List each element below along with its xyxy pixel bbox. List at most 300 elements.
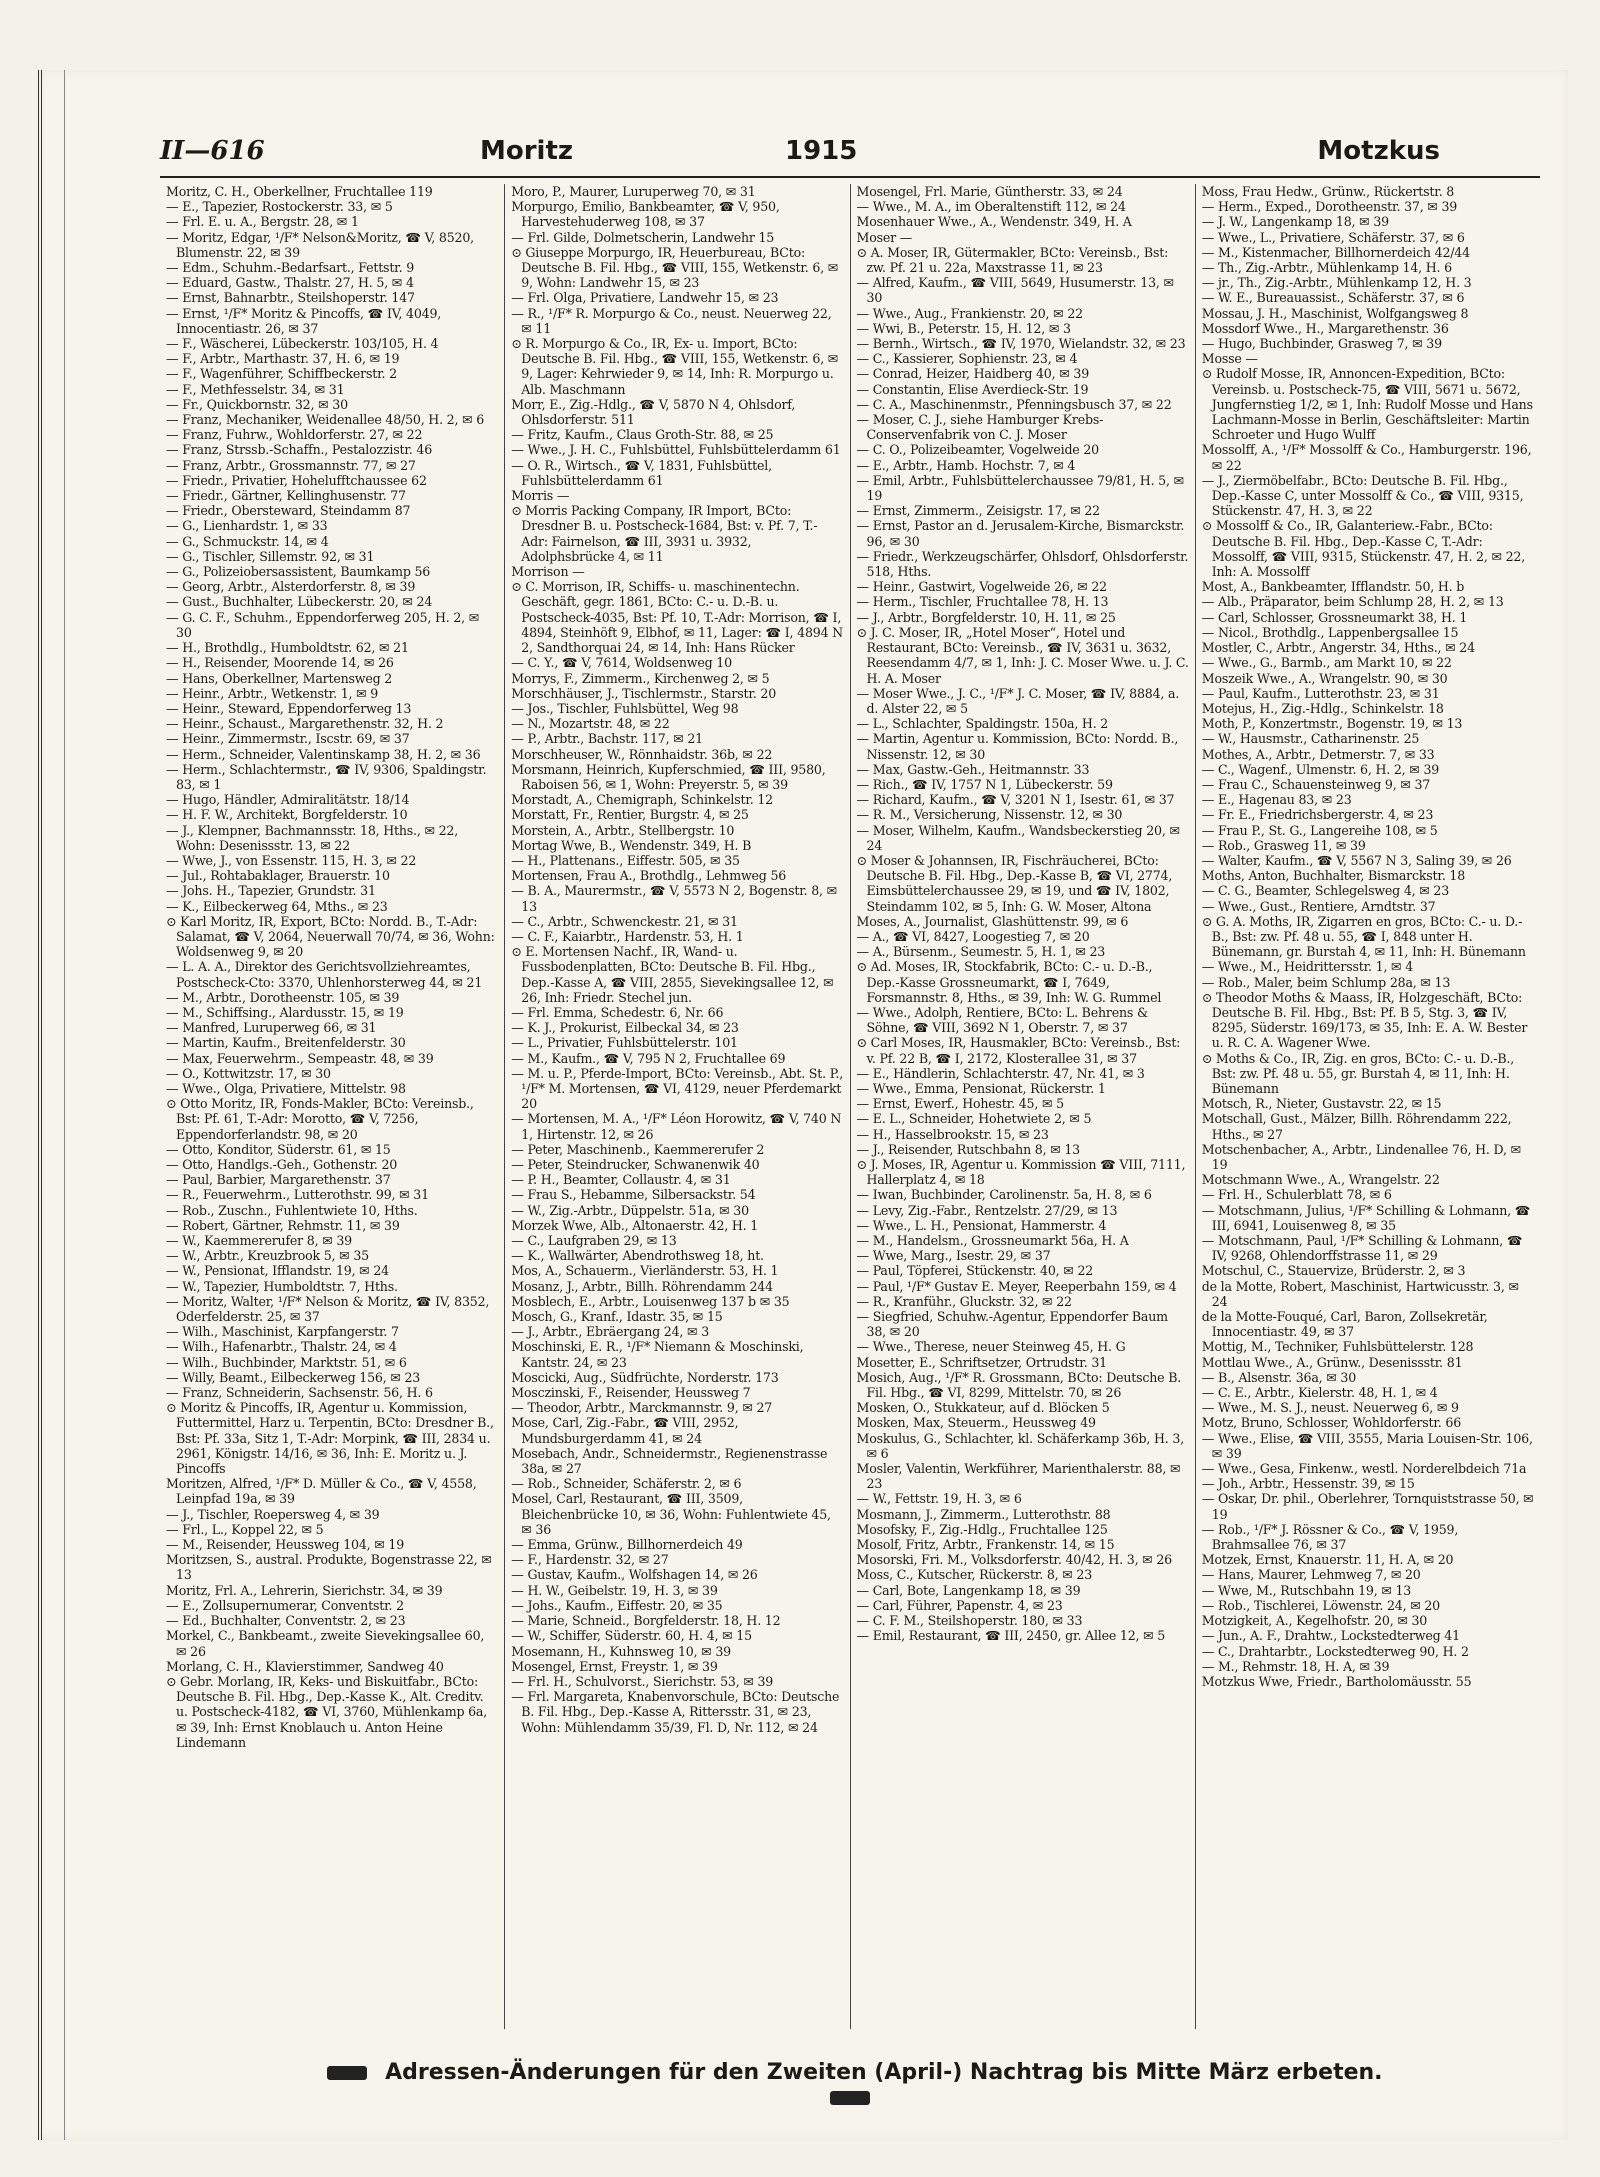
directory-entry: — C. G., Beamter, Schlegelsweg 4, ✉ 23 [1201,883,1450,899]
directory-entry: — M. u. P., Pferde-Import, BCto: Vereinsb., Abt. St. P., ¹/F* M. Mortensen, ☎ VI, 4129, neuer Pferdemarkt 20 [511,1065,844,1112]
directory-entry: Motschall, Gust., Mälzer, Billh. Röhrendamm 222, Hths., ✉ 27 [1201,1111,1512,1142]
directory-entry: de la Motte-Fouqué, Carl, Baron, Zollsekretär, Innocentiastr. 49, ✉ 37 [1201,1309,1488,1340]
directory-entry: — Fr. E., Friedrichsbergerstr. 4, ✉ 23 [1201,807,1434,823]
directory-entry: Moses, A., Journalist, Glashüttenstr. 99, ✉ 6 [856,913,1129,929]
directory-entry: — Heinr., Zimmermstr., Iscstr. 69, ✉ 37 [166,731,410,747]
directory-entry: — Ernst, Zimmerm., Zeisigstr. 17, ✉ 22 [856,503,1100,519]
directory-entry: — J. W., Langenkamp 18, ✉ 39 [1201,214,1389,230]
directory-entry: — Mortensen, M. A., ¹/F* Léon Horowitz, ☎ V, 740 N 1, Hirtenstr. 12, ✉ 26 [511,1111,842,1142]
directory-entry: — K., Wallwärter, Abendrothsweg 18, ht. [511,1248,764,1264]
directory-entry: — C. E., Arbtr., Kielerstr. 48, H. 1, ✉ 4 [1201,1385,1438,1401]
column-1 [160,184,505,2029]
directory-entry: Mosengel, Frl. Marie, Güntherstr. 33, ✉ 24 [856,184,1123,199]
directory-entry: — Wilh., Maschinist, Karpfangerstr. 7 [166,1324,399,1340]
directory-entry: ⊙ Moser & Johannsen, IR, Fischräucherei, BCto: Deutsche B. Fil. Hbg., Dep.-Kasse B, ☎ VI, 2774, Eimsbüttelerchaussee 29, ✉ 19, und ☎ IV, 1802, Steindamm 102, ✉ 5, Inh: G. W. Moser, Altona [856,852,1173,914]
directory-entry: — Georg, Arbtr., Alsterdorferstr. 8, ✉ 39 [166,579,416,595]
directory-entry: Mosengel, Ernst, Freystr. 1, ✉ 39 [511,1658,718,1674]
directory-entry: — W., Hausmstr., Catharinenstr. 25 [1201,731,1420,747]
directory-entry: Mossolff, A., ¹/F* Mossolff & Co., Hamburgerstr. 196, ✉ 22 [1201,442,1532,473]
directory-entry: — W., Schiffer, Süderstr. 60, H. 4, ✉ 15 [511,1628,752,1644]
directory-entry: Mosorski, Fri. M., Volksdorferstr. 40/42, H. 3, ✉ 26 [856,1552,1172,1568]
directory-entry: — Hans, Oberkellner, Martensweg 2 [166,670,393,686]
directory-entry: — G. C. F., Schuhm., Eppendorferweg 205, H. 2, ✉ 30 [166,609,480,640]
directory-entry: ⊙ Morris Packing Company, IR Import, BCto: Dresdner B. u. Postscheck-1684, Bst: v. Pf. 7, T.-Adr: Fairnelson, ☎ III, 3931 u. 3932, Adolphsbrücke 4, ✉ 11 [511,503,818,564]
directory-entry: de la Motte, Robert, Maschinist, Hartwicusstr. 3, ✉ 24 [1201,1278,1519,1309]
directory-entry: Morstein, A., Arbtr., Stellbergstr. 10 [511,822,735,838]
directory-entry: — Th., Zig.-Arbtr., Mühlenkamp 14, H. 6 [1201,260,1452,276]
directory-entry: — W., Tapezier, Humboldtstr. 7, Hths. [166,1278,398,1294]
directory-entry: — Jul., Rohtabaklager, Brauerstr. 10 [166,868,390,884]
directory-entry: — R., Feuerwehrm., Lutterothstr. 99, ✉ 31 [166,1187,429,1203]
directory-entry: — M., Kistenmacher, Billhornerdeich 42/44 [1201,244,1470,260]
directory-entry: — Manfred, Luruperweg 66, ✉ 31 [166,1020,377,1036]
directory-entry: — Wwe., G., Barmb., am Markt 10, ✉ 22 [1201,655,1452,671]
directory-entry: — Edm., Schuhm.-Bedarfsart., Fettstr. 9 [166,260,415,276]
directory-entry: — Peter, Steindrucker, Schwanenwik 40 [511,1157,760,1172]
directory-entry: Moritz, C. H., Oberkellner, Fruchtallee 119 [166,184,433,199]
directory-entry: — C., Kassierer, Sophienstr. 23, ✉ 4 [856,351,1078,367]
directory-entry: — Johs., Kaufm., Eiffestr. 20, ✉ 35 [511,1597,723,1613]
directory-entry: — Frau S., Hebamme, Silbersackstr. 54 [511,1187,756,1203]
directory-entry: — Moser, C. J., siehe Hamburger Krebs-Conservenfabrik von C. J. Moser [856,412,1104,443]
directory-entry: — Herm., Tischler, Fruchtallee 78, H. 13 [856,594,1109,610]
directory-entry: — Gustav, Kaufm., Wolfshagen 14, ✉ 26 [511,1567,758,1583]
directory-entry: — Franz, Fuhrw., Wohldorferstr. 27, ✉ 22 [166,427,423,443]
directory-entry: — J., Klempner, Bachmannsstr. 18, Hths., ✉ 22, Wohn: Desenissstr. 13, ✉ 22 [166,822,459,853]
directory-entry: Moths, Anton, Buchhalter, Bismarckstr. 18 [1201,868,1466,884]
directory-entry: — Frau C., Schauensteinweg 9, ✉ 37 [1201,776,1431,792]
directory-entry: — Joh., Arbtr., Hessenstr. 39, ✉ 15 [1201,1476,1415,1492]
directory-entry: — Carl, Bote, Langenkamp 18, ✉ 39 [856,1582,1081,1598]
directory-entry: — Alb., Präparator, beim Schlump 28, H. 2, ✉ 13 [1201,594,1504,610]
directory-entry: — Wwe., L. H., Pensionat, Hammerstr. 4 [856,1217,1107,1233]
directory-entry: Morschheuser, W., Rönnhaidstr. 36b, ✉ 22 [511,746,773,762]
directory-entry: — Ernst, Bahnarbtr., Steilshoperstr. 147 [166,290,415,306]
directory-entry: — Herm., Exped., Dorotheenstr. 37, ✉ 39 [1201,199,1458,215]
directory-entry: Moritzen, Alfred, ¹/F* D. Müller & Co., ☎ V, 4558, Leinpfad 19a, ✉ 39 [166,1476,477,1507]
directory-entry: — M., Schiffsing., Alardusstr. 15, ✉ 19 [166,1004,404,1020]
directory-entry: Motz, Bruno, Schlosser, Wohldorferstr. 66 [1201,1415,1462,1431]
directory-entry: ⊙ Theodor Moths & Maass, IR, Holzgeschäft, BCto: Deutsche B. Fil. Hbg., Bst: Pf. B 5, Stg. 3, ☎ IV, 8295, Süderstr. 169/173, ✉ 35, Inh: E. A. W. Bester u. R. C. A. Wagener Wwe. [1201,989,1528,1051]
directory-entry: Motsch, R., Nieter, Gustavstr. 22, ✉ 15 [1201,1096,1442,1112]
directory-entry: Mosblech, E., Arbtr., Louisenweg 137 b ✉ 35 [511,1293,790,1309]
directory-entry: Mosich, Aug., ¹/F* R. Grossmann, BCto: Deutsche B. Fil. Hbg., ☎ VI, 8299, Mittelstr. 70, ✉ 26 [856,1369,1182,1401]
directory-entry: Mose, Carl, Zig.-Fabr., ☎ VIII, 2952, Mundsburgerdamm 41, ✉ 24 [511,1415,739,1446]
directory-entry: — Eduard, Gastw., Thalstr. 27, H. 5, ✉ 4 [166,275,414,291]
directory-entry: ⊙ J. Moses, IR, Agentur u. Kommission ☎ VIII, 7111, Hallerplatz 4, ✉ 18 [856,1157,1186,1188]
directory-entry: — W., Kaemmererufer 8, ✉ 39 [166,1233,352,1249]
directory-entry: — Moser, Wilhelm, Kaufm., Wandsbeckerstieg 20, ✉ 24 [856,822,1180,853]
directory-entry: — H., Hasselbrookstr. 15, ✉ 23 [856,1126,1049,1142]
directory-entry: Morstadt, A., Chemigraph, Schinkelstr. 12 [511,792,773,808]
directory-entry: Mosken, Max, Steuerm., Heussweg 49 [856,1415,1096,1431]
directory-entry: Mosemann, H., Kuhnsweg 10, ✉ 39 [511,1643,731,1659]
directory-entry: Morzek Wwe, Alb., Altonaerstr. 42, H. 1 [511,1217,759,1233]
directory-entry: — Wwe., Gesa, Finkenw., westl. Norderelbdeich 71a [1201,1461,1527,1477]
directory-entry: — Alfred, Kaufm., ☎ VIII, 5649, Husumerstr. 13, ✉ 30 [856,275,1174,306]
directory-entry: — Emma, Grünw., Billhornerdeich 49 [511,1537,743,1553]
directory-entry: — Max, Gastw.-Geh., Heitmannstr. 33 [856,761,1090,777]
directory-entry: — Rob., Grasweg 11, ✉ 39 [1201,837,1366,853]
directory-entry: ⊙ A. Moser, IR, Gütermakler, BCto: Vereinsb., Bst: zw. Pf. 21 u. 22a, Maxstrasse 11, ✉ 23 [856,244,1169,276]
directory-entry: — F., Methfesselstr. 34, ✉ 31 [166,381,345,397]
directory-entry: — Jun., A. F., Drahtw., Lockstedterweg 41 [1201,1628,1460,1644]
directory-entry: — J., Arbtr., Ebräergang 24, ✉ 3 [511,1324,710,1340]
page-number: II—616 [160,136,265,166]
directory-entry: Mortensen, Frau A., Brothdlg., Lehmweg 56 [511,868,787,884]
directory-entry: — Iwan, Buchbinder, Carolinenstr. 5a, H. 8, ✉ 6 [856,1187,1152,1203]
directory-entry: — Peter, Maschinenb., Kaemmererufer 2 [511,1141,765,1157]
directory-entry: — E., Tapezier, Rostockerstr. 33, ✉ 5 [166,199,393,215]
directory-entry: — F., Hardenstr. 32, ✉ 27 [511,1552,669,1568]
directory-entry: — Rob., Schneider, Schäferstr. 2, ✉ 6 [511,1476,742,1492]
column-4 [1196,184,1540,2029]
directory-entry: — R., ¹/F* R. Morpurgo & Co., neust. Neuerweg 22, ✉ 11 [511,305,832,336]
directory-entry: Moss, C., Kutscher, Rückerstr. 8, ✉ 23 [856,1567,1093,1583]
directory-entry: — Wwe., M., Heidrittersstr. 1, ✉ 4 [1201,959,1414,975]
directory-entry: Mossdorf Wwe., H., Margarethenstr. 36 [1201,320,1449,336]
directory-entry: — Frl. H., Schulerblatt 78, ✉ 6 [1201,1187,1392,1203]
directory-entry: — Wwe., Emma, Pensionat, Rückerstr. 1 [856,1080,1106,1096]
directory-entry: — W., Fettstr. 19, H. 3, ✉ 6 [856,1491,1022,1507]
column-2 [505,184,850,2029]
directory-entry: Moritzsen, S., austral. Produkte, Bogenstrasse 22, ✉ 13 [166,1552,492,1583]
directory-entry: — Motschmann, Paul, ¹/F* Schilling & Lohmann, ☎ IV, 9268, Ohlendorffstrasse 11, ✉ 29 [1201,1233,1523,1264]
directory-entry: — Herm., Schneider, Valentinskamp 38, H. 2, ✉ 36 [166,746,481,762]
directory-entry: — Jos., Tischler, Fuhlsbüttel, Weg 98 [511,700,739,716]
directory-entry: — Hugo, Händler, Admiralitätstr. 18/14 [166,792,410,808]
directory-entry: — Siegfried, Schuhw.-Agentur, Eppendorfer Baum 38, ✉ 20 [856,1309,1168,1340]
directory-entry: — Wilh., Hafenarbtr., Thalstr. 24, ✉ 4 [166,1339,397,1355]
directory-entry: — E., Arbtr., Hamb. Hochstr. 7, ✉ 4 [856,457,1076,473]
directory-entry: — Levy, Zig.-Fabr., Rentzelstr. 27/29, ✉ 13 [856,1202,1118,1218]
directory-entry: — C., Arbtr., Schwenckestr. 21, ✉ 31 [511,913,738,929]
directory-entry: — Wwe., Gust., Rentiere, Arndtstr. 37 [1201,898,1436,914]
directory-entry: — F., Arbtr., Marthastr. 37, H. 6, ✉ 19 [166,351,400,367]
directory-entry: — Johs. H., Tapezier, Grundstr. 31 [166,883,376,899]
directory-entry: — Wwe, J., von Essenstr. 115, H. 3, ✉ 22 [166,852,417,868]
directory-entry: — Frl. H., Schulvorst., Sierichstr. 53, ✉ 39 [511,1673,774,1689]
directory-entry: — Martin, Kaufm., Breitenfelderstr. 30 [166,1035,406,1051]
directory-entry: Motzkus Wwe, Friedr., Bartholomäusstr. 55 [1201,1673,1472,1689]
directory-entry: Motzek, Ernst, Knauerstr. 11, H. A, ✉ 20 [1201,1552,1454,1568]
guide-word-last: Motzkus [1317,136,1440,166]
directory-entry: — F., Wagenführer, Schiffbeckerstr. 2 [166,366,397,382]
pointing-hand-icon [830,2091,870,2105]
directory-entry: — Conrad, Heizer, Haidberg 40, ✉ 39 [856,366,1090,382]
directory-entry: — L. A. A., Direktor des Gerichtsvollziehreamtes, Postscheck-Cto: 3370, Uhlenhorsterweg 44, ✉ 21 [166,959,483,990]
directory-entry: ⊙ G. A. Moths, IR, Zigarren en gros, BCto: C.- u. D.-B., Bst: zw. Pf. 48 u. 55, ☎ I, 848 unter H. Bünemann, gr. Burstah 4, ✉ 11, Inh: H. Bünemann [1201,913,1526,960]
directory-entry: — Constantin, Elise Averdieck-Str. 19 [856,381,1089,397]
directory-entry: — H., Reisender, Moorende 14, ✉ 26 [166,655,394,671]
directory-entry: — Walter, Kaufm., ☎ V, 5567 N 3, Saling 39, ✉ 26 [1201,852,1512,868]
directory-entry: Morrison — [511,564,585,580]
directory-entry: Moskulus, G., Schlachter, kl. Schäferkamp 36b, H. 3, ✉ 6 [856,1430,1185,1461]
directory-entry: Moser — [856,229,913,245]
directory-entry: — Robert, Gärtner, Rehmstr. 11, ✉ 39 [166,1217,400,1233]
directory-entry: — Friedr., Werkzeugschärfer, Ohlsdorf, Ohlsdorferstr. 518, Hths. [856,548,1189,580]
directory-entry: Motschenbacher, A., Arbtr., Lindenallee 76, H. D, ✉ 19 [1201,1141,1521,1172]
directory-entry: ⊙ Ad. Moses, IR, Stockfabrik, BCto: C.- u. D.-B., Dep.-Kasse Grossneumarkt, ☎ I, 7649, Forsmannstr. 8, Hths., ✉ 39, Inh: W. G. Rummel [856,959,1162,1005]
directory-entry: — G., Polizeiobersassistent, Baumkamp 56 [166,564,431,580]
directory-entry: Mothes, A., Arbtr., Detmerstr. 7, ✉ 33 [1201,746,1435,762]
directory-entry: — Wwe., Olga, Privatiere, Mittelstr. 98 [166,1080,406,1096]
directory-entry: — Oskar, Dr. phil., Oberlehrer, Tornquiststrasse 50, ✉ 19 [1201,1491,1534,1522]
footer-text: Adressen-Änderungen für den Zweiten (April-) Nachtrag bis Mitte März erbeten. [385,2060,1383,2085]
directory-entry: — Heinr., Gastwirt, Vogelweide 26, ✉ 22 [856,579,1107,595]
directory-entry: — C. O., Polizeibeamter, Vogelweide 20 [856,442,1099,458]
directory-entry: — Ed., Buchhalter, Conventstr. 2, ✉ 23 [166,1613,406,1629]
directory-entry: — Otto, Handlgs.-Geh., Gothenstr. 20 [166,1157,398,1172]
directory-entry: — Wwe., M. A., im Oberaltenstift 112, ✉ 24 [856,199,1126,215]
directory-entry: — Wwe., Aug., Frankienstr. 20, ✉ 22 [856,305,1083,321]
directory-entry: Mostler, C., Arbtr., Angerstr. 34, Hths., ✉ 24 [1201,640,1475,656]
directory-entry: — J., Ziermöbelfabr., BCto: Deutsche B. Fil. Hbg., Dep.-Kasse C, unter Mossolff & Co., ☎ VIII, 9315, Stückenstr. 47, H. 3, ✉ 22 [1201,472,1524,519]
directory-entry: — J., Reisender, Rutschbahn 8, ✉ 13 [856,1141,1080,1157]
directory-entry: — Richard, Kaufm., ☎ V, 3201 N 1, Isestr. 61, ✉ 37 [856,792,1175,808]
directory-entry: — M., Rehmstr. 18, H. A, ✉ 39 [1201,1658,1390,1674]
year: 1915 [785,136,858,166]
directory-entry: Motzigkeit, A., Kegelhofstr. 20, ✉ 30 [1201,1613,1428,1629]
directory-entry: — Wwe, Marg., Isestr. 29, ✉ 37 [856,1248,1051,1264]
directory-entry: — Hans, Maurer, Lehmweg 7, ✉ 20 [1201,1567,1421,1583]
directory-entry: — Ernst, Ewerf., Hohestr. 45, ✉ 5 [856,1096,1064,1112]
directory-entry: — Wwe, M., Rutschbahn 19, ✉ 13 [1201,1582,1412,1598]
directory-entry: Mottlau Wwe., A., Grünw., Desenissstr. 81 [1201,1354,1463,1370]
directory-entry: — Franz, Strssb.-Schaffn., Pestalozzistr. 46 [166,442,433,458]
directory-entry: — Max, Feuerwehrm., Sempeastr. 48, ✉ 39 [166,1050,434,1066]
directory-entry: Mosebach, Andr., Schneidermstr., Regienenstrasse 38a, ✉ 27 [511,1445,828,1477]
directory-entry: Morrys, F., Zimmerm., Kirchenweg 2, ✉ 5 [511,670,770,686]
directory-entry: — Heinr., Arbtr., Wetkenstr. 1, ✉ 9 [166,685,379,701]
directory-entry: Motschul, C., Stauervize, Brüderstr. 2, ✉ 3 [1201,1263,1466,1279]
directory-entry: Morpurgo, Emilio, Bankbeamter, ☎ V, 950, Harvestehuderweg 108, ✉ 37 [511,199,780,230]
directory-entry: — Moritz, Walter, ¹/F* Nelson & Moritz, ☎ IV, 8352, Oderfelderstr. 25, ✉ 37 [166,1293,490,1325]
directory-entry: — Frl. Emma, Schedestr. 6, Nr. 66 [511,1004,724,1020]
directory-entry: — W., Zig.-Arbtr., Düppelstr. 51a, ✉ 30 [511,1202,749,1218]
directory-entry: ⊙ R. Morpurgo & Co., IR, Ex- u. Import, BCto: Deutsche B. Fil. Hbg., ☎ VIII, 155, Wetkenstr. 6, ✉ 9, Lager: Kehrwieder 9, ✉ 14, Inh: R. Morpurgo u. Alb. Maschmann [511,336,839,397]
directory-entry: — Moser Wwe., J. C., ¹/F* J. C. Moser, ☎ IV, 8884, a. d. Alster 22, ✉ 5 [856,685,1180,716]
directory-entry: — H., Plattenans., Eiffestr. 505, ✉ 35 [511,852,740,868]
directory-entry: — Rich., ☎ IV, 1757 N 1, Lübeckerstr. 59 [856,776,1113,792]
directory-entry: Moro, P., Maurer, Luruperweg 70, ✉ 31 [511,184,756,199]
directory-entry: — Martin, Agentur u. Kommission, BCto: Nordd. B., Nissenstr. 12, ✉ 30 [856,731,1179,762]
directory-entry: Mosmann, J., Zimmerm., Lutterothstr. 88 [856,1506,1111,1522]
directory-entry: — E. L., Schneider, Hohetwiete 2, ✉ 5 [856,1111,1092,1127]
directory-entry: — Heinr., Steward, Eppendorferweg 13 [166,700,412,716]
directory-entry: Morschhäuser, J., Tischlermstr., Starstr. 20 [511,685,777,701]
directory-entry: — Emil, Restaurant, ☎ III, 2450, gr. Allee 12, ✉ 5 [856,1628,1166,1644]
directory-entry: ⊙ Moritz & Pincoffs, IR, Agentur u. Kommission, Futtermittel, Harz u. Terpentin, BCto: Dresdner B., Bst: Pf. 33a, Sitz 1, T.-Adr: Morpink, ☎ III, 2834 u. 2961, Königstr. 14/16, ✉ 36, Inh: E. Moritz u. J. Pincoffs [166,1400,494,1477]
directory-entry: — H. F. W., Architekt, Borgfelderstr. 10 [166,807,408,823]
guide-word-first: Moritz [480,136,574,166]
directory-entry: Morsmann, Heinrich, Kupferschmied, ☎ III, 9580, Raboisen 56, ✉ 1, Wohn: Preyerstr. 5, ✉ 39 [511,761,826,792]
directory-entry: — M., Kaufm., ☎ V, 795 N 2, Fruchtallee 69 [511,1050,786,1066]
directory-entry: — H., Brothdlg., Humboldtstr. 62, ✉ 21 [166,640,409,656]
directory-entry: Mosanz, J., Arbtr., Billh. Röhrendamm 244 [511,1278,773,1294]
directory-entry: ⊙ Rudolf Mosse, IR, Annoncen-Expedition, BCto: Vereinsb. u. Postscheck-75, ☎ VIII, 5671 u. 5672, Jungfernstieg 1/2, ✉ 1, Inh: Rudolf Mosse und Hans Lachmann-Mosse in Berlin, Geschäftsleiter: Martin Schroeter und Hugo Wulff [1201,366,1533,443]
directory-entry: — Franz, Mechaniker, Weidenallee 48/50, H. 2, ✉ 6 [166,412,485,428]
directory-entry: Mosken, O., Stukkateur, auf d. Blöcken 5 [856,1400,1110,1416]
directory-entry: Mosetter, E., Schriftsetzer, Ortrudstr. 31 [856,1354,1107,1370]
directory-entry: Mortag Wwe, B., Wendenstr. 349, H. B [511,837,752,853]
directory-entry: Moszeik Wwe., A., Wrangelstr. 90, ✉ 30 [1201,670,1448,686]
directory-entry: — P. H., Beamter, Collaustr. 4, ✉ 31 [511,1172,731,1188]
directory-entry: — Nicol., Brothdlg., Lappenbergsallee 15 [1201,624,1459,640]
directory-entry: — Frau P., St. G., Langereihe 108, ✉ 5 [1201,822,1438,838]
directory-entry: ⊙ Giuseppe Morpurgo, IR, Heuerbureau, BCto: Deutsche B. Fil. Hbg., ☎ VIII, 155, Wetkenstr. 6, ✉ 9, Wohn: Landwehr 15, ✉ 23 [511,244,839,291]
directory-entry: — Ernst, Pastor an d. Jerusalem-Kirche, Bismarckstr. 96, ✉ 30 [856,518,1185,549]
directory-entry: — Wwe., Adolph, Rentiere, BCto: L. Behrens & Söhne, ☎ VIII, 3692 N 1, Oberstr. 7, ✉ 37 [856,1004,1148,1036]
directory-entry: — G., Lienhardstr. 1, ✉ 33 [166,518,328,534]
directory-entry: ⊙ Mossolff & Co., IR, Galanteriew.-Fabr., BCto: Deutsche B. Fil. Hbg., Dep.-Kasse C, T.-Adr: Mossolff, ☎ VIII, 9315, Stückenstr. 47, H. 2, ✉ 22, Inh: A. Mossolff [1201,518,1526,580]
directory-entry: Mosenhauer Wwe., A., Wendenstr. 349, H. A [856,214,1132,230]
directory-entry: — M., Reisender, Heussweg 104, ✉ 19 [166,1537,405,1553]
directory-entry: — Frl. E. u. A., Bergstr. 28, ✉ 1 [166,214,359,230]
directory-entry: — J., Arbtr., Borgfelderstr. 10, H. 11, ✉ 25 [856,609,1116,625]
directory-entry: — Wwi, B., Peterstr. 15, H. 12, ✉ 3 [856,320,1071,336]
directory-entry: — Carl, Schlosser, Grossneumarkt 38, H. 1 [1201,609,1468,625]
directory-entry: — Friedr., Obersteward, Steindamm 87 [166,503,411,519]
directory-entry: Morlang, C. H., Klavierstimmer, Sandweg 40 [166,1658,444,1674]
directory-entry: Moth, P., Konzertmstr., Bogenstr. 19, ✉ 13 [1201,716,1463,732]
directory-entry: ⊙ Carl Moses, IR, Hausmakler, BCto: Vereinsb., Bst: v. Pf. 22 B, ☎ I, 2172, Klosterallee 31, ✉ 37 [856,1035,1181,1066]
directory-entry: — Theodor, Arbtr., Marckmannstr. 9, ✉ 27 [511,1400,773,1416]
directory-entry: — B. A., Maurermstr., ☎ V, 5573 N 2, Bogenstr. 8, ✉ 13 [511,883,838,914]
directory-entry: — K. J., Prokurist, Eilbeckal 34, ✉ 23 [511,1020,739,1036]
directory-entry: — W., Pensionat, Ifflandstr. 19, ✉ 24 [166,1263,389,1279]
directory-entry: Mosch, G., Kranf., Idastr. 35, ✉ 15 [511,1309,723,1325]
directory-entry: — Rob., Tischlerei, Löwenstr. 24, ✉ 20 [1201,1597,1440,1613]
directory-entry: — Wwe., M. S. J., neust. Neuerweg 6, ✉ 9 [1201,1400,1459,1416]
directory-entry: — B., Alsenstr. 36a, ✉ 30 [1201,1369,1357,1385]
directory-entry: — E., Zollsupernumerar, Conventstr. 2 [166,1597,404,1613]
directory-entry: — Moritz, Edgar, ¹/F* Nelson&Moritz, ☎ V, 8520, Blumenstr. 22, ✉ 39 [166,229,474,260]
directory-entry: — Gust., Buchhalter, Lübeckerstr. 20, ✉ 24 [166,594,433,610]
directory-entry: — Wwe., Elise, ☎ VIII, 3555, Maria Louisen-Str. 106, ✉ 39 [1201,1430,1533,1461]
directory-entry: — Paul, Kaufm., Lutterothstr. 23, ✉ 31 [1201,685,1440,701]
directory-entry: — Wwe., L., Privatiere, Schäferstr. 37, ✉ 6 [1201,229,1465,245]
directory-entry: ⊙ Gebr. Morlang, IR, Keks- und Biskuitfabr., BCto: Deutsche B. Fil. Hbg., Dep.-Kasse K., Alt. Creditv. u. Postscheck-4182, ☎ VI, 3760, Mühlenkamp 6a, ✉ 39, Inh: Ernst Knoblauch u. Anton Heine Lindemann [166,1673,488,1750]
directory-entry: — Fr., Quickbornstr. 32, ✉ 30 [166,396,348,412]
binding-edge [38,70,65,2140]
directory-entry: ⊙ C. Morrison, IR, Schiffs- u. maschinentechn. Geschäft, gegr. 1861, BCto: C.- u. D.-B. u. Postscheck-4035, Bst: Pf. 10, T.-Adr: Morrison, ☎ I, 4894, Steinhöft 9, Elbhof, ✉ 11, Lager: ☎ I, 4894 N 2, Sandthorquai 24, ✉ 14, Inh: Hans Rücker [511,579,844,656]
footer-notice [300,2060,1400,2110]
directory-entry: — Paul, Töpferei, Stückenstr. 40, ✉ 22 [856,1263,1094,1279]
directory-entry: — A., Bürsenm., Seumestr. 5, H. 1, ✉ 23 [856,944,1106,960]
directory-entry: — F., Wäscherei, Lübeckerstr. 103/105, H. 4 [166,336,439,352]
directory-entry: — L., Privatier, Fuhlsbüttelerstr. 101 [511,1035,738,1051]
directory-entry: — L., Schlachter, Spaldingstr. 150a, H. 2 [856,716,1109,732]
directory-entry: ⊙ J. C. Moser, IR, „Hotel Moser“, Hotel und Restaurant, BCto: Vereinsb., ☎ IV, 3631 u. 3632, Reesendamm 4/7, ✉ 1, Inh: J. C. Moser Wwe. u. J. C. H. A. Moser [856,624,1189,686]
directory-entry: — Carl, Führer, Papenstr. 4, ✉ 23 [856,1597,1063,1613]
directory-entry: — E., Händlerin, Schlachterstr. 47, Nr. 41, ✉ 3 [856,1065,1145,1081]
directory-entry: — Motschmann, Julius, ¹/F* Schilling & Lohmann, ☎ III, 6941, Louisenweg 8, ✉ 35 [1201,1202,1531,1233]
directory-entry: Moss, Frau Hedw., Grünw., Rückertstr. 8 [1201,184,1455,199]
directory-entry: Mosolf, Fritz, Arbtr., Frankenstr. 14, ✉ 15 [856,1537,1115,1553]
directory-entry: — O. R., Wirtsch., ☎ V, 1831, Fuhlsbüttel, Fuhlsbüttelerdamm 61 [511,457,772,488]
directory-entry: — Frl. Margareta, Knabenvorschule, BCto: Deutsche B. Fil. Hbg., Dep.-Kasse A, Rittersstr. 31, ✉ 23, Wohn: Mühlendamm 35/39, Fl. D, Nr. 112, ✉ 24 [511,1689,840,1735]
directory-entry: — C. F., Kaiarbtr., Hardenstr. 53, H. 1 [511,928,744,944]
page-header [160,136,1470,172]
directory-entry: — Frl. Olga, Privatiere, Landwehr 15, ✉ 23 [511,290,779,306]
directory-entry: Mosel, Carl, Restaurant, ☎ III, 3509, Bleichenbrücke 10, ✉ 36, Wohn: Fuhlentwiete 45, ✉ 36 [511,1491,831,1537]
directory-entry: — M., Handelsm., Grossneumarkt 56a, H. A [856,1233,1129,1249]
directory-entry: Mosler, Valentin, Werkführer, Marienthalerstr. 88, ✉ 23 [856,1461,1181,1492]
directory-entry: — K., Eilbeckerweg 64, Mths., ✉ 23 [166,898,388,914]
directory-entry: Motschmann Wwe., A., Wrangelstr. 22 [1201,1172,1440,1188]
directory-entry: ⊙ Moths & Co., IR, Zig. en gros, BCto: C.- u. D.-B., Bst: zw. Pf. 48 u. 55, gr. Burstah 4, ✉ 11, Inh: H. Bünemann [1201,1050,1514,1096]
directory-entry: — Otto, Konditor, Süderstr. 61, ✉ 15 [166,1141,391,1157]
directory-entry: — Rob., ¹/F* J. Rössner & Co., ☎ V, 1959, Brahmsallee 76, ✉ 37 [1201,1521,1459,1553]
directory-entry: — Friedr., Privatier, Hohelufftchaussee 62 [166,472,427,488]
directory-entry: — C. Y., ☎ V, 7614, Woldsenweg 10 [511,655,732,671]
directory-entry: — G., Tischler, Sillemstr. 92, ✉ 31 [166,548,375,564]
directory-entry: Moscicki, Aug., Südfrüchte, Norderstr. 173 [511,1369,779,1385]
directory-entry: — E., Hagenau 83, ✉ 23 [1201,792,1352,808]
directory-entry: Mosczinski, F., Reisender, Heussweg 7 [511,1385,751,1401]
directory-entry: ⊙ Karl Moritz, IR, Export, BCto: Nordd. B., T.-Adr: Salamat, ☎ V, 2064, Neuerwall 70/74, ✉ 36, Wohn: Woldsenweg 9, ✉ 20 [166,913,495,960]
directory-entry: — Heinr., Schaust., Margarethenstr. 32, H. 2 [166,716,444,732]
directory-entry: — Wilh., Buchbinder, Marktstr. 51, ✉ 6 [166,1354,407,1370]
directory-entry: — A., ☎ VI, 8427, Loogestieg 7, ✉ 20 [856,928,1090,944]
pointing-hand-icon [327,2066,367,2080]
directory-entry: — Franz, Schneiderin, Sachsenstr. 56, H. 6 [166,1385,433,1401]
directory-entry: — Friedr., Gärtner, Kellinghusenstr. 77 [166,488,406,504]
directory-entry: — Bernh., Wirtsch., ☎ IV, 1970, Wielandstr. 32, ✉ 23 [856,336,1186,352]
directory-entry: — Wwe., Therese, neuer Steinweg 45, H. G [856,1339,1126,1355]
directory-entry: — C. A., Maschinenmstr., Pfenningsbusch 37, ✉ 22 [856,396,1172,412]
directory-entry: Mosofsky, F., Zig.-Hdlg., Fruchtallee 125 [856,1521,1108,1537]
directory-entry: — G., Schmuckstr. 14, ✉ 4 [166,533,329,549]
directory-columns [160,184,1540,2029]
directory-entry: — jr., Th., Zig.-Arbtr., Mühlenkamp 12, H. 3 [1201,275,1472,291]
directory-entry: — Rob., Zuschn., Fuhlentwiete 10, Hths. [166,1202,418,1218]
directory-entry: — J., Tischler, Roepersweg 4, ✉ 39 [166,1506,380,1522]
directory-entry: — C. F. M., Steilshoperstr. 180, ✉ 33 [856,1613,1083,1629]
directory-entry: — R., Kranführ., Gluckstr. 32, ✉ 22 [856,1293,1072,1309]
directory-entry: Mossau, J. H., Maschinist, Wolfgangsweg 8 [1201,305,1469,321]
directory-entry: — Ernst, ¹/F* Moritz & Pincoffs, ☎ IV, 4049, Innocentiastr. 26, ✉ 37 [166,305,442,336]
directory-entry: Moritz, Frl. A., Lehrerin, Sierichstr. 34, ✉ 39 [166,1582,443,1598]
directory-entry: Mos, A., Schauerm., Vierländerstr. 53, H. 1 [511,1263,779,1279]
directory-entry: — Emil, Arbtr., Fuhlsbüttelerchaussee 79/81, H. 5, ✉ 19 [856,472,1184,504]
directory-entry: Mottig, M., Techniker, Fuhlsbüttelerstr. 128 [1201,1339,1474,1355]
directory-entry: Morr, E., Zig.-Hdlg., ☎ V, 5870 N 4, Ohlsdorf, Ohlsdorferstr. 511 [511,396,796,428]
directory-entry: — Herm., Schlachtermstr., ☎ IV, 9306, Spaldingstr. 83, ✉ 1 [166,761,487,792]
directory-entry: — R. M., Versicherung, Nissenstr. 12, ✉ 30 [856,807,1123,823]
directory-entry: — Fritz, Kaufm., Claus Groth-Str. 88, ✉ 25 [511,427,774,443]
directory-entry: Morkel, C., Bankbeamt., zweite Sievekingsallee 60, ✉ 26 [166,1628,485,1659]
directory-entry: — N., Mozartstr. 48, ✉ 22 [511,716,670,732]
header-rule [160,176,1540,178]
directory-entry: — O., Kottwitzstr. 17, ✉ 30 [166,1065,331,1081]
directory-entry: Most, A., Bankbeamter, Ifflandstr. 50, H. b [1201,579,1465,595]
directory-entry: — Frl., L., Koppel 22, ✉ 5 [166,1521,324,1537]
directory-entry: — Hugo, Buchbinder, Grasweg 7, ✉ 39 [1201,336,1442,352]
directory-entry: Mosse — [1201,351,1258,367]
directory-entry: — Frl. Gilde, Dolmetscherin, Landwehr 15 [511,229,775,245]
directory-entry: — C., Drahtarbtr., Lockstedterweg 90, H. 2 [1201,1643,1469,1659]
directory-entry: — Paul, ¹/F* Gustav E. Meyer, Reeperbahn 159, ✉ 4 [856,1278,1177,1294]
directory-entry: — C., Wagenf., Ulmenstr. 6, H. 2, ✉ 39 [1201,761,1440,777]
directory-entry: Moschinski, E. R., ¹/F* Niemann & Moschinski, Kantstr. 24, ✉ 23 [511,1339,804,1370]
column-3 [851,184,1196,2029]
directory-entry: ⊙ E. Mortensen Nachf., IR, Wand- u. Fussbodenplatten, BCto: Deutsche B. Fil. Hbg., Dep.-Kasse A, ☎ VIII, 2855, Sievekingsallee 12, ✉ 26, Inh: Friedr. Stechel jun. [511,944,834,1005]
directory-entry: — Franz, Arbtr., Grossmannstr. 77, ✉ 27 [166,457,416,473]
directory-entry: — Rob., Maler, beim Schlump 28a, ✉ 13 [1201,974,1451,990]
directory-entry: — C., Laufgraben 29, ✉ 13 [511,1233,677,1249]
